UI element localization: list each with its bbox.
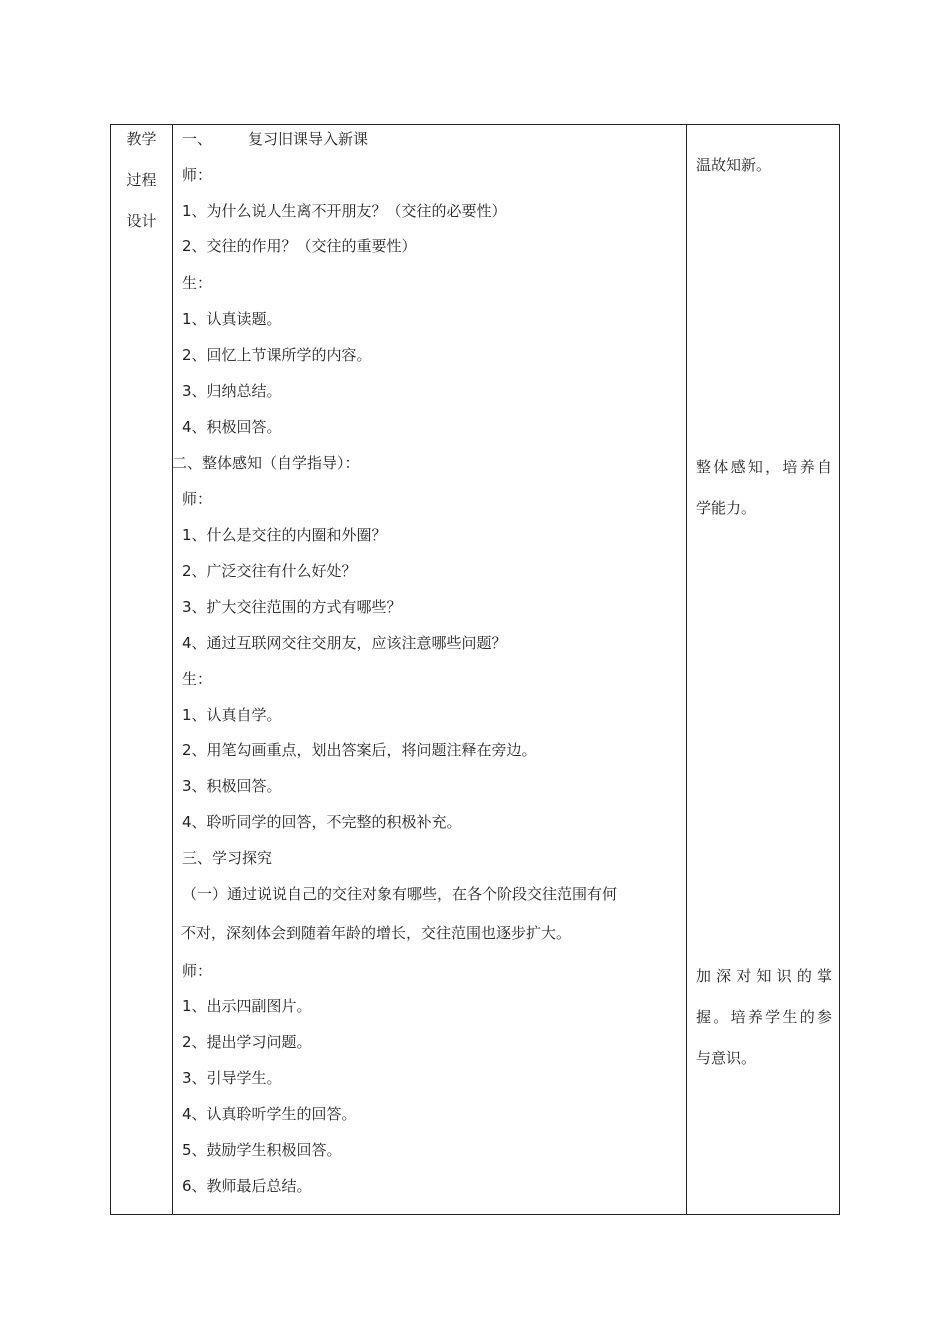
list-item: 2、交往的作用？（交往的重要性）: [182, 237, 417, 255]
row-label-line: 设计: [126, 212, 157, 230]
student-label: 生：: [182, 670, 213, 688]
list-item: 1、为什么说人生离不开朋友？（交往的必要性）: [182, 202, 507, 220]
list-item: 6、教师最后总结。: [182, 1177, 312, 1195]
design-note: 握。培养学生的参: [696, 1008, 832, 1026]
list-item: 5、鼓励学生积极回答。: [182, 1141, 342, 1159]
design-note: 学能力。: [696, 499, 757, 517]
list-item: 3、引导学生。: [182, 1069, 282, 1087]
list-item: 4、认真聆听学生的回答。: [182, 1105, 357, 1123]
list-item: 1、出示四副图片。: [182, 997, 312, 1015]
paragraph-line: （一）通过说说自己的交往对象有哪些，在各个阶段交往范围有何: [182, 885, 618, 903]
list-item: 1、认真自学。: [182, 706, 282, 724]
teacher-label: 师：: [182, 166, 213, 184]
list-item: 2、广泛交往有什么好处？: [182, 562, 357, 580]
list-item: 3、归纳总结。: [182, 382, 282, 400]
section-heading: 复习旧课导入新课: [248, 130, 369, 148]
list-item: 1、什么是交往的内圈和外圈？: [182, 526, 387, 544]
list-item: 3、积极回答。: [182, 777, 282, 795]
teacher-label: 师：: [182, 962, 213, 980]
list-item: 2、用笔勾画重点，划出答案后，将问题注释在旁边。: [182, 741, 537, 759]
list-item: 2、提出学习问题。: [182, 1033, 312, 1051]
design-note: 加深对知识的掌: [696, 967, 832, 985]
column-divider: [172, 125, 173, 1214]
lesson-plan-table: [110, 124, 840, 1215]
list-item: 4、通过互联网交往交朋友，应该注意哪些问题？: [182, 634, 507, 652]
paragraph-line: 不对，深刻体会到随着年龄的增长，交往范围也逐步扩大。: [181, 924, 572, 942]
row-label-line: 教学: [126, 130, 157, 148]
list-item: 3、扩大交往范围的方式有哪些？: [182, 598, 402, 616]
list-item: 4、聆听同学的回答，不完整的积极补充。: [182, 813, 462, 831]
column-divider: [686, 125, 687, 1214]
section-number: 一、: [182, 130, 213, 148]
design-note: 整体感知，培养自: [696, 458, 832, 476]
design-note: 与意识。: [696, 1049, 757, 1067]
teacher-label: 师：: [182, 490, 213, 508]
list-item: 4、积极回答。: [182, 418, 282, 436]
section-heading: 二、整体感知（自学指导）：: [172, 454, 360, 472]
student-label: 生：: [182, 274, 213, 292]
row-label-line: 过程: [126, 171, 157, 189]
list-item: 2、回忆上节课所学的内容。: [182, 346, 372, 364]
design-note: 温故知新。: [696, 156, 772, 174]
list-item: 1、认真读题。: [182, 310, 282, 328]
section-heading: 三、学习探究: [182, 849, 273, 867]
